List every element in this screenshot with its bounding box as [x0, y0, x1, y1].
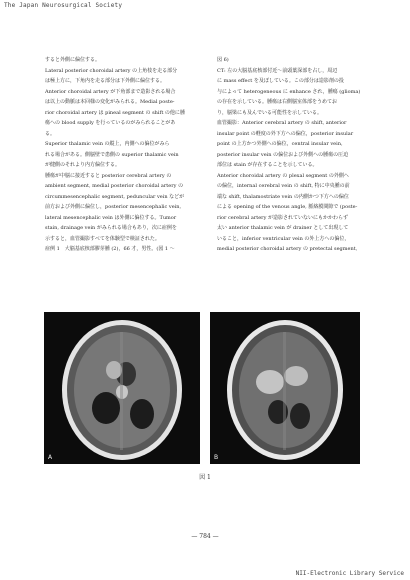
left-column-line: rior choroidal artery は pineal segment の shift の他に腫 [45, 109, 185, 116]
left-column-line: Lateral posterior choroidal artery の上角枝を走る部分 [45, 67, 178, 74]
ct-scan-image-b [210, 312, 360, 464]
right-column-line: 部位は stain が存在することを示している。 [217, 162, 318, 168]
right-column-line: insular point の軽度の外下方への偏位，posterior insular [217, 130, 354, 137]
left-column-line: ambient segment, medial posterior choroidal artery の [45, 183, 184, 189]
right-column-line: 太い anterior thalamic vein が drainer として出現して [217, 225, 349, 231]
right-column-line: medial posterior choroidal artery の pretectal segment, [217, 246, 358, 252]
left-column-line: 瘍への blood supply を行っているのがみられることがあ [45, 120, 176, 126]
left-column-line: 症例 1 大脳基底核部膠芽腫 (2)，66 才，男性。(図 1 ～ [45, 246, 175, 252]
right-column-line: 端な shift, thalamostriate vein の内側かつ下方への偏位 [217, 193, 349, 200]
figure-caption: 図 1 [199, 474, 211, 481]
ct-scan-panel-a [44, 312, 200, 464]
left-column-line: すると外側に偏位する。 [45, 57, 101, 63]
left-column-line: は極上方に，下角内を走る部分は下外側に偏位する。 [45, 78, 166, 84]
right-column-line: の存在を示している。腫瘍は右側脳室体部をうめてお [217, 99, 338, 105]
left-text-column [45, 55, 211, 255]
left-column-line: れる場合がある。側脳壁で患側の superior thalamic vein [45, 151, 179, 158]
left-column-line: 示すると，血管撮影すべてを体験型で検証された。 [45, 235, 160, 242]
right-column-line: り，脳梁にも及んでいる可能性を示している。 [217, 109, 323, 116]
left-column-line: Superior thalamic vein の縦上，内側への偏位がみら [45, 141, 170, 147]
right-column-line: の偏位，internal cerebral vein の shift, 特に中央腫の前 [217, 183, 350, 189]
left-column-line: Anterior choroidal artery が下角部まで造影される場合 [45, 88, 176, 95]
ct-scan-image-a [44, 312, 200, 464]
right-column-line: に mass effect を及ぼしている。この部分は造影剤の投 [217, 78, 344, 84]
right-column-line: 血管撮影：Anterior cerebral artery の shift, anterior [217, 120, 347, 126]
right-column-line: posterior insular vein の偏位および外側への腫瘍の圧迫 [217, 151, 349, 158]
panel-b-label: B [214, 454, 219, 461]
right-column-line: 図 6) [217, 57, 229, 63]
left-column-line: が健側のそれより内方偏位する。 [45, 162, 121, 168]
page-number: — 784 — [191, 533, 219, 540]
right-column-line: 与によって heterogeneous に enhance され，腫瘍 (glioma) [217, 88, 361, 95]
right-column-line: point の上方かつ外側への偏位，central insular vein, [217, 141, 343, 147]
left-column-line: 腫瘍が中脳に接近すると posterior cerebral artery の [45, 172, 172, 179]
left-column-line: る。 [45, 130, 56, 137]
left-column-line: は以上の動脈は本回様の変化がみられる。Medial poste- [45, 99, 175, 105]
ct-scan-panel-b [210, 312, 360, 464]
right-column-line: rior cerebral artery が造影されていないにもかかわらず [217, 214, 348, 221]
journal-header: The Japan Neurosurgical Society [4, 2, 123, 9]
left-column-line: lateral mesencephalic vein は外側に偏位する。Tumor [45, 214, 177, 221]
right-column-line: いること，inferior ventricular vein の外上方への偏位， [217, 235, 350, 242]
footer-source: NII-Electronic Library Service [295, 570, 404, 577]
left-column-line: 前方および外側に偏位し，posterior mesencephalic vein, [45, 204, 182, 210]
left-column-line: circummesencephalic segment, peduncular vein などが [45, 193, 185, 200]
left-column-line: stain, drainage vein がみられる場合もあり，次に症例を [45, 225, 177, 231]
right-column-line: Anterior choroidal artery の plexal segment の外側へ [217, 172, 349, 179]
right-text-column [217, 55, 383, 255]
panel-a-label: A [48, 454, 53, 461]
right-column-line: CT: 左の大脳基底核部付近～前頭葉深部を占し，周辺 [217, 67, 338, 74]
right-column-line: による opening of the venous angle, 脈絡膜間隙で (poste- [217, 204, 358, 210]
